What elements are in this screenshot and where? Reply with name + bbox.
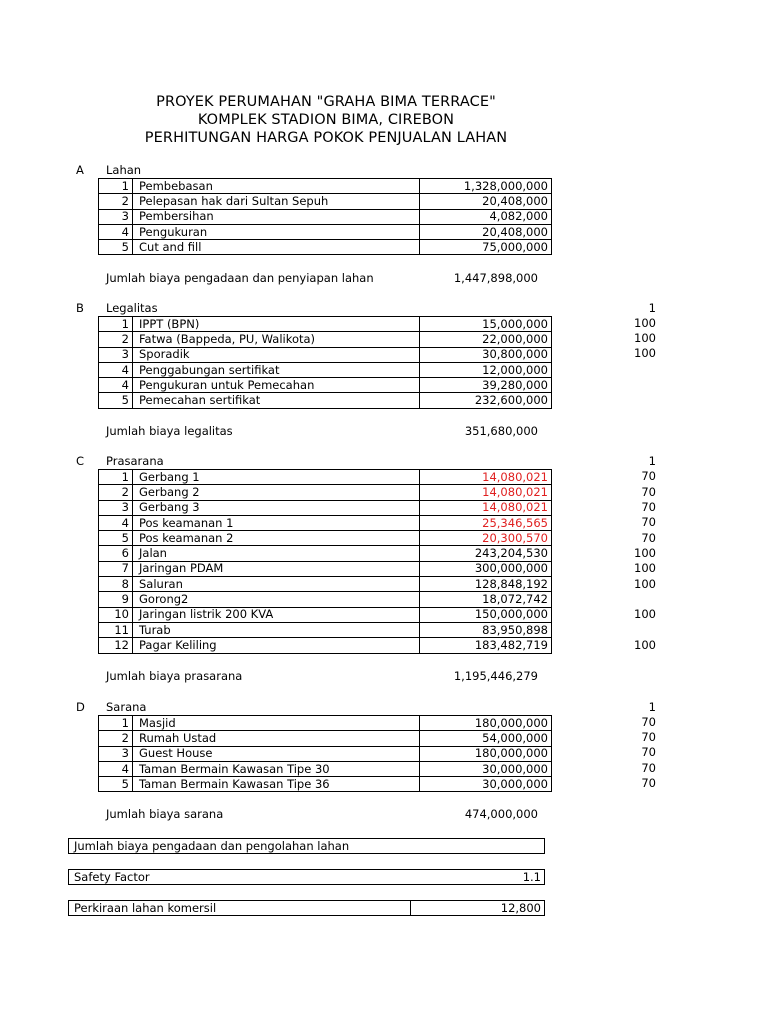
row-no: 5 <box>99 777 133 792</box>
factor-value: 70 <box>641 776 656 790</box>
title-line-1: PROYEK PERUMAHAN "GRAHA BIMA TERRACE" <box>156 94 496 110</box>
row-amount: 180,000,000 <box>420 716 552 731</box>
row-name: Gerbang 1 <box>133 470 420 485</box>
table-row <box>99 240 552 255</box>
row-name: Taman Bermain Kawasan Tipe 36 <box>133 777 420 792</box>
table-row <box>99 332 552 347</box>
row-no: 3 <box>99 746 133 761</box>
row-no: 1 <box>99 470 133 485</box>
section-b-letter: B <box>76 301 84 315</box>
row-name: Jalan <box>133 546 420 561</box>
row-amount: 12,000,000 <box>420 362 552 377</box>
row-name: Gerbang 3 <box>133 500 420 515</box>
row-no: 3 <box>99 347 133 362</box>
title-line-2: KOMPLEK STADION BIMA, CIREBON <box>197 112 455 128</box>
section-d-table <box>98 715 552 792</box>
factor-value: 70 <box>641 485 656 499</box>
row-no: 4 <box>99 515 133 530</box>
factor-value: 70 <box>641 531 656 545</box>
row-name: Taman Bermain Kawasan Tipe 30 <box>133 761 420 776</box>
row-amount: 83,950,898 <box>420 622 552 637</box>
row-name: Gorong2 <box>133 592 420 607</box>
row-name: Pemecahan sertifikat <box>133 393 420 408</box>
row-name: Pembersihan <box>133 209 420 224</box>
row-amount: 20,300,570 <box>420 531 552 546</box>
row-name: Guest House <box>133 746 420 761</box>
table-row <box>99 179 552 194</box>
row-name: Cut and fill <box>133 240 420 255</box>
section-b-total-value: 351,680,000 <box>464 424 538 438</box>
row-amount: 39,280,000 <box>420 378 552 393</box>
table-row <box>99 607 552 622</box>
row-no: 4 <box>99 224 133 239</box>
section-c-letter: C <box>76 454 85 468</box>
row-amount: 30,800,000 <box>420 347 552 362</box>
table-row <box>99 731 552 746</box>
table-row <box>99 378 552 393</box>
row-amount: 18,072,742 <box>420 592 552 607</box>
row-amount: 25,346,565 <box>420 515 552 530</box>
row-no: 1 <box>99 716 133 731</box>
table-row <box>99 209 552 224</box>
factor-value: 70 <box>641 500 656 514</box>
table-row <box>99 746 552 761</box>
row-amount: 14,080,021 <box>420 500 552 515</box>
row-no: 1 <box>99 179 133 194</box>
factor-value: 70 <box>641 730 656 744</box>
row-name: Jaringan PDAM <box>133 561 420 576</box>
row-amount: 14,080,021 <box>420 470 552 485</box>
row-no: 5 <box>99 240 133 255</box>
row-amount: 20,408,000 <box>420 224 552 239</box>
safety-factor-box <box>68 869 545 885</box>
row-amount: 20,408,000 <box>420 194 552 209</box>
table-row <box>99 531 552 546</box>
section-b-name: Legalitas <box>106 301 158 315</box>
section-c-total-value: 1,195,446,279 <box>453 669 538 683</box>
row-amount: 1,328,000,000 <box>420 179 552 194</box>
row-no: 3 <box>99 209 133 224</box>
table-row <box>99 761 552 776</box>
factor-value: 100 <box>634 331 656 345</box>
row-amount: 30,000,000 <box>420 777 552 792</box>
row-no: 8 <box>99 577 133 592</box>
row-no: 4 <box>99 378 133 393</box>
row-no: 4 <box>99 761 133 776</box>
commercial-land-value: 12,800 <box>500 901 541 915</box>
row-no: 5 <box>99 531 133 546</box>
table-row <box>99 500 552 515</box>
row-amount: 54,000,000 <box>420 731 552 746</box>
factor-value: 70 <box>641 745 656 759</box>
factor-value: 70 <box>641 715 656 729</box>
table-row <box>99 485 552 500</box>
commercial-land-label: Perkiraan lahan komersil <box>74 901 217 915</box>
row-amount: 300,000,000 <box>420 561 552 576</box>
row-no: 9 <box>99 592 133 607</box>
row-no: 2 <box>99 194 133 209</box>
factor-value: 100 <box>634 561 656 575</box>
row-name: Gerbang 2 <box>133 485 420 500</box>
table-row <box>99 577 552 592</box>
grand-total-label: Jumlah biaya pengadaan dan pengolahan lahan <box>74 839 350 853</box>
row-amount: 128,848,192 <box>420 577 552 592</box>
row-name: Pengukuran untuk Pemecahan <box>133 378 420 393</box>
row-no: 7 <box>99 561 133 576</box>
section-c-factor-header: 1 <box>648 454 656 468</box>
table-row <box>99 393 552 408</box>
safety-factor-label: Safety Factor <box>74 870 150 884</box>
section-c-total-label: Jumlah biaya prasarana <box>106 669 243 683</box>
row-amount: 30,000,000 <box>420 761 552 776</box>
commercial-land-box <box>68 900 545 916</box>
row-amount: 14,080,021 <box>420 485 552 500</box>
title-line-3: PERHITUNGAN HARGA POKOK PENJUALAN LAHAN <box>144 130 508 146</box>
factor-value: 100 <box>634 546 656 560</box>
row-no: 6 <box>99 546 133 561</box>
row-amount: 232,600,000 <box>420 393 552 408</box>
table-row <box>99 546 552 561</box>
row-name: Rumah Ustad <box>133 731 420 746</box>
row-name: Masjid <box>133 716 420 731</box>
row-amount: 4,082,000 <box>420 209 552 224</box>
row-name: Jaringan listrik 200 KVA <box>133 607 420 622</box>
section-d-total-value: 474,000,000 <box>464 807 538 821</box>
table-row <box>99 347 552 362</box>
table-row <box>99 224 552 239</box>
section-a-name: Lahan <box>106 163 142 177</box>
row-name: IPPT (BPN) <box>133 317 420 332</box>
section-a-letter: A <box>76 163 84 177</box>
box-divider <box>410 901 411 915</box>
factor-value: 100 <box>634 316 656 330</box>
factor-value: 100 <box>634 607 656 621</box>
table-row <box>99 317 552 332</box>
row-no: 1 <box>99 317 133 332</box>
section-c-name: Prasarana <box>106 454 164 468</box>
grand-total-box <box>68 838 545 854</box>
row-name: Turab <box>133 622 420 637</box>
table-row <box>99 561 552 576</box>
section-d-letter: D <box>76 700 85 714</box>
row-amount: 22,000,000 <box>420 332 552 347</box>
row-no: 2 <box>99 332 133 347</box>
row-name: Pengukuran <box>133 224 420 239</box>
row-amount: 15,000,000 <box>420 317 552 332</box>
factor-value: 100 <box>634 346 656 360</box>
table-row <box>99 515 552 530</box>
section-d-factor-header: 1 <box>648 700 656 714</box>
table-row <box>99 777 552 792</box>
factor-value: 70 <box>641 515 656 529</box>
section-b-total-label: Jumlah biaya legalitas <box>106 424 233 438</box>
row-no: 2 <box>99 485 133 500</box>
row-name: Fatwa (Bappeda, PU, Walikota) <box>133 332 420 347</box>
section-b-table <box>98 316 552 409</box>
table-row <box>99 716 552 731</box>
row-no: 4 <box>99 362 133 377</box>
section-a-table <box>98 178 552 255</box>
row-name: Penggabungan sertifikat <box>133 362 420 377</box>
factor-value: 70 <box>641 761 656 775</box>
section-d-name: Sarana <box>106 700 147 714</box>
factor-value: 70 <box>641 469 656 483</box>
row-no: 10 <box>99 607 133 622</box>
row-name: Pos keamanan 2 <box>133 531 420 546</box>
table-row <box>99 470 552 485</box>
row-amount: 180,000,000 <box>420 746 552 761</box>
section-a-total-value: 1,447,898,000 <box>453 271 538 285</box>
row-name: Pembebasan <box>133 179 420 194</box>
row-name: Sporadik <box>133 347 420 362</box>
row-no: 3 <box>99 500 133 515</box>
row-no: 12 <box>99 638 133 653</box>
row-no: 5 <box>99 393 133 408</box>
table-row <box>99 362 552 377</box>
row-name: Pos keamanan 1 <box>133 515 420 530</box>
table-row <box>99 194 552 209</box>
factor-value: 100 <box>634 577 656 591</box>
section-d-total-label: Jumlah biaya sarana <box>106 807 224 821</box>
section-c-table <box>98 469 552 654</box>
row-no: 2 <box>99 731 133 746</box>
row-name: Pelepasan hak dari Sultan Sepuh <box>133 194 420 209</box>
row-name: Saluran <box>133 577 420 592</box>
safety-factor-value: 1.1 <box>522 870 541 884</box>
row-amount: 75,000,000 <box>420 240 552 255</box>
row-amount: 183,482,719 <box>420 638 552 653</box>
row-name: Pagar Keliling <box>133 638 420 653</box>
section-b-factor-header: 1 <box>648 301 656 315</box>
factor-value: 100 <box>634 638 656 652</box>
section-a-total-label: Jumlah biaya pengadaan dan penyiapan lahan <box>106 271 374 285</box>
row-amount: 243,204,530 <box>420 546 552 561</box>
table-row <box>99 638 552 653</box>
table-row <box>99 592 552 607</box>
row-amount: 150,000,000 <box>420 607 552 622</box>
table-row <box>99 622 552 637</box>
row-no: 11 <box>99 622 133 637</box>
